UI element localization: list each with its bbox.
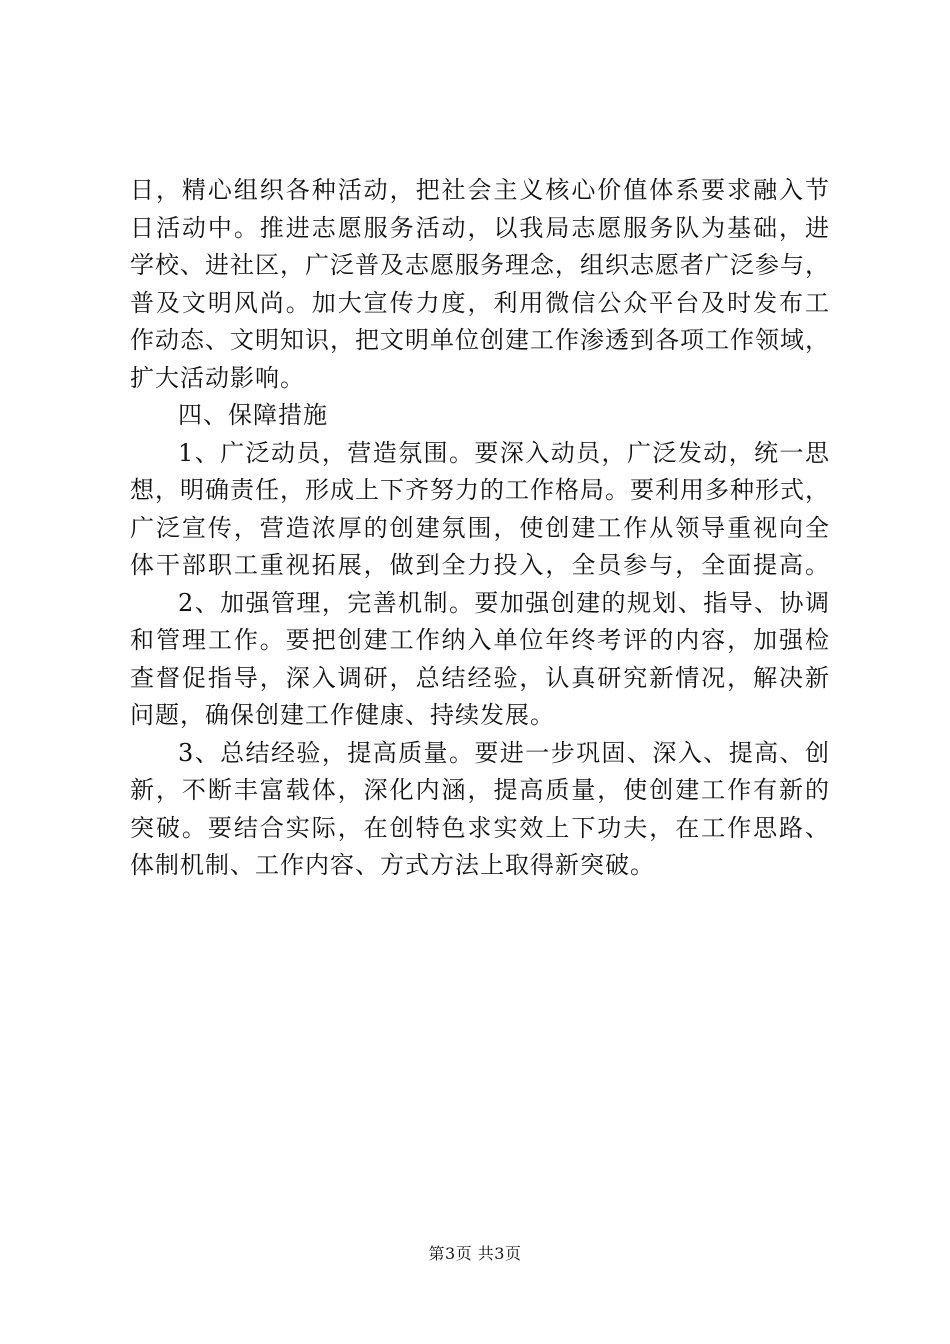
text-line: 日活动中。推进志愿服务活动，以我局志愿服务队为基础，进 — [130, 213, 830, 242]
text-line: 体制机制、工作内容、方式方法上取得新突破。 — [130, 851, 655, 879]
section-heading: 四、保障措施 — [178, 401, 328, 429]
text-line: 广泛宣传，营造浓厚的创建氛围，使创建工作从领导重视向全 — [130, 513, 830, 542]
text-line: 普及文明风尚。加大宣传力度，利用微信公众平台及时发布工 — [130, 288, 830, 317]
page-number-footer: 第3页 共3页 — [428, 1244, 522, 1263]
text-line: 和管理工作。要把创建工作纳入单位年终考评的内容，加强检 — [130, 626, 830, 654]
text-line: 2、加强管理，完善机制。要加强创建的规划、指导、协调 — [178, 588, 830, 617]
text-line: 突破。要结合实际，在创特色求实效上下功夫，在工作思路、 — [130, 813, 830, 842]
text-line: 日，精心组织各种活动，把社会主义核心价值体系要求融入节 — [130, 176, 830, 204]
text-line: 新，不断丰富载体，深化内涵，提高质量，使创建工作有新的 — [130, 776, 830, 804]
text-line: 问题，确保创建工作健康、持续发展。 — [130, 701, 555, 729]
document-body — [130, 172, 830, 885]
text-line: 想，明确责任，形成上下齐努力的工作格局。要利用多种形式， — [130, 476, 830, 504]
text-line: 体干部职工重视拓展，做到全力投入，全员参与，全面提高。 — [130, 551, 830, 579]
text-line: 扩大活动影响。 — [130, 363, 305, 392]
text-line: 1、广泛动员，营造氛围。要深入动员，广泛发动，统一思 — [178, 438, 830, 467]
text-line: 作动态、文明知识，把文明单位创建工作渗透到各项工作领域， — [130, 326, 830, 354]
text-line: 查督促指导，深入调研，总结经验，认真研究新情况，解决新 — [130, 663, 830, 692]
text-line: 学校、进社区，广泛普及志愿服务理念，组织志愿者广泛参与， — [130, 251, 830, 279]
text-line: 3、总结经验，提高质量。要进一步巩固、深入、提高、创 — [178, 738, 830, 767]
